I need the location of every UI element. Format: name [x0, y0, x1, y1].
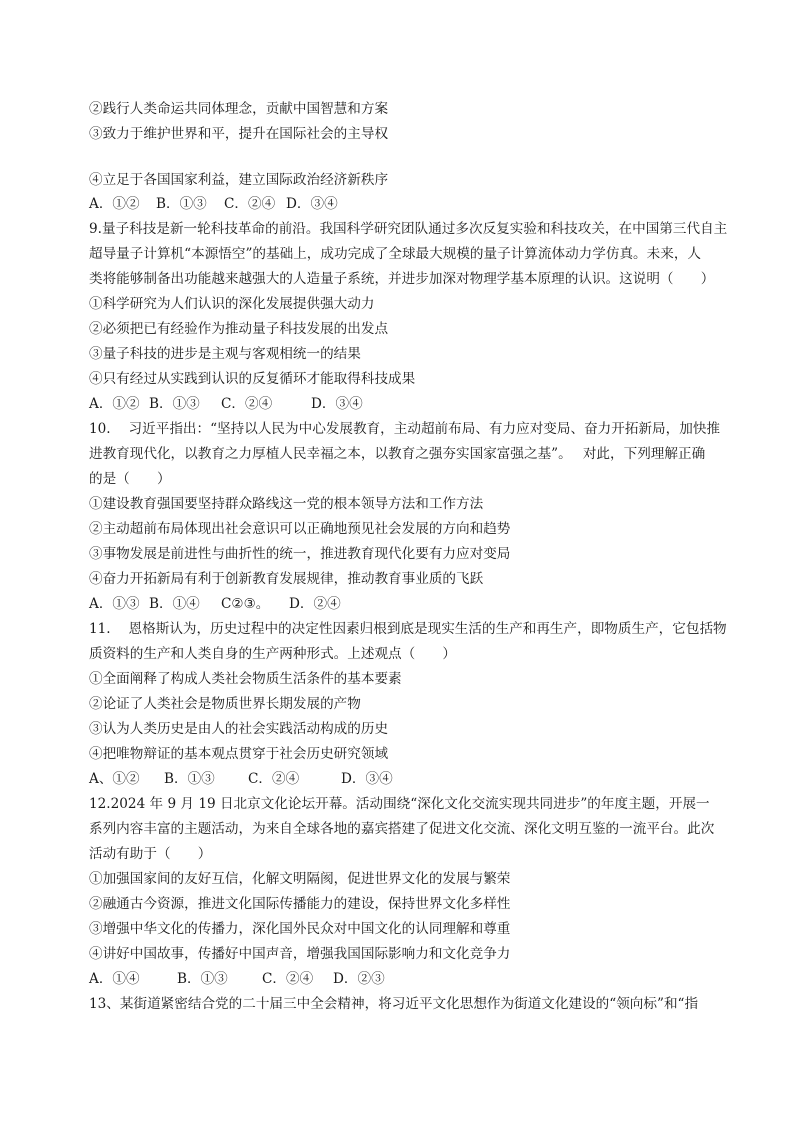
- q11-option-c: C．②④: [248, 771, 300, 787]
- q11-option-d: D．③④: [341, 771, 393, 787]
- q10-item-3: ③事物发展是前进性与曲折性的统一，推进教育现代化要有力应对变局: [89, 546, 511, 562]
- q12-stem-line-3: 活动有助于（ ）: [89, 846, 212, 862]
- q12-option-c: C．②④: [262, 971, 314, 987]
- q9-stem-line-2: 超导量子计算机“本源悟空”的基础上，成功完成了全球最大规模的量子计算流体动力学仿真。未来，人: [89, 246, 702, 262]
- q11-item-4: ④把唯物辩证的基本观点贯穿于社会历史研究领域: [89, 746, 389, 762]
- q8-options: [89, 195, 729, 213]
- q9-item-2: ②必须把已有经验作为推动量子科技发展的出发点: [89, 321, 389, 337]
- q12-option-a: A．①④: [89, 971, 140, 987]
- q11-options: [89, 770, 729, 788]
- q12-item-4: ④讲好中国故事，传播好中国声音，增强我国国际影响力和文化竞争力: [89, 946, 511, 962]
- q12-item-2: ②融通古今资源，推进文化国际传播能力的建设，保持世界文化多样性: [89, 896, 511, 912]
- q11-item-3: ③认为人类历史是由人的社会实践活动构成的历史: [89, 721, 389, 737]
- q11-stem-line-1: 11. 恩格斯认为，历史过程中的决定性因素归根到底是现实生活的生产和再生产，即物质生产，它包括物: [89, 621, 727, 637]
- q9-option-a: A．①②: [89, 396, 140, 412]
- q12-item-1: ①加强国家间的友好互信，化解文明隔阂，促进世界文化的发展与繁荣: [89, 871, 511, 887]
- q11-option-a: A、①②: [89, 771, 140, 787]
- q8-option-a: A．①②: [89, 196, 140, 212]
- q9-item-3: ③量子科技的进步是主观与客观相统一的结果: [89, 346, 361, 362]
- q11-item-1: ①全面阐释了构成人类社会物质生活条件的基本要素: [89, 671, 402, 687]
- q10-option-c: C②③。: [221, 596, 270, 612]
- q12-stem-line-2: 系列内容丰富的主题活动，为来自全球各地的嘉宾搭建了促进文化交流、深化文明互鉴的一流平台。此次: [89, 821, 715, 837]
- q9-stem-line-3: 类将能够制备出功能越来越强大的人造量子系统，并进步加深对物理学基本原理的认识。这说明（ ）: [89, 271, 715, 287]
- q12-item-3: ③增强中华文化的传播力，深化国外民众对中国文化的认同理解和尊重: [89, 921, 511, 937]
- q12-option-d: D．②③: [333, 971, 385, 987]
- q12-options: [89, 970, 729, 988]
- q9-item-4: ④只有经过从实践到认识的反复循环才能取得科技成果: [89, 371, 416, 387]
- q10-option-d: D．②④: [289, 596, 341, 612]
- q8-option-c: C．②④: [224, 196, 276, 212]
- q10-stem-line-3: 的是（ ）: [89, 471, 171, 487]
- q11-option-b: B．①③: [164, 771, 215, 787]
- q9-stem-line-1: 9.量子科技是新一轮科技革命的前沿。我国科学研究团队通过多次反复实验和科技攻关，在中国第三代自主: [89, 221, 728, 237]
- q8-item-4: ④立足于各国国家利益，建立国际政治经济新秩序: [89, 172, 389, 188]
- q10-options: [89, 595, 729, 613]
- q8-option-d: D．③④: [286, 196, 338, 212]
- q9-option-d: D．③④: [311, 396, 363, 412]
- q10-item-4: ④奋力开拓新局有利于创新教育发展规律，推动教育事业质的飞跃: [89, 571, 484, 587]
- q9-options: [89, 395, 729, 413]
- q8-item-3: ③致力于维护世界和平，提升在国际社会的主导权: [89, 126, 389, 142]
- q9-option-c: C．②④: [221, 396, 273, 412]
- q10-option-a: A．①③: [89, 596, 140, 612]
- q8-option-b: B．①③: [156, 196, 207, 212]
- q12-option-b: B．①③: [177, 971, 228, 987]
- q11-item-2: ②论证了人类社会是物质世界长期发展的产物: [89, 696, 361, 712]
- q9-item-1: ①科学研究为人们认识的深化发展提供强大动力: [89, 296, 375, 312]
- q10-stem-line-1: 10. 习近平指出：“坚持以人民为中心发展教育，主动超前布局、有力应对变局、奋力开拓新局，加快推: [89, 421, 721, 437]
- q8-item-2: ②践行人类命运共同体理念，贡献中国智慧和方案: [89, 101, 389, 117]
- q10-item-2: ②主动超前布局体现出社会意识可以正确地预见社会发展的方向和趋势: [89, 521, 511, 537]
- q9-option-b: B．①③: [149, 396, 200, 412]
- q11-stem-line-2: 质资料的生产和人类自身的生产两种形式。上述观点（ ）: [89, 646, 457, 662]
- q10-item-1: ①建设教育强国要坚持群众路线这一党的根本领导方法和工作方法: [89, 496, 484, 512]
- q13-stem-line-1: 13、某街道紧密结合党的二十届三中全会精神，将习近平文化思想作为街道文化建设的“领向标”和“指: [89, 996, 699, 1012]
- q10-option-b: B．①④: [149, 596, 200, 612]
- q10-stem-line-2: 进教育现代化，以教育之力厚植人民幸福之本，以教育之强夯实国家富强之基”。 对此，下列理解正确: [89, 446, 706, 462]
- q12-stem-line-1: 12.2024 年 9 月 19 日北京文化论坛开幕。活动围绕“深化文化交流实现共同进步”的年度主题，开展一: [89, 796, 710, 812]
